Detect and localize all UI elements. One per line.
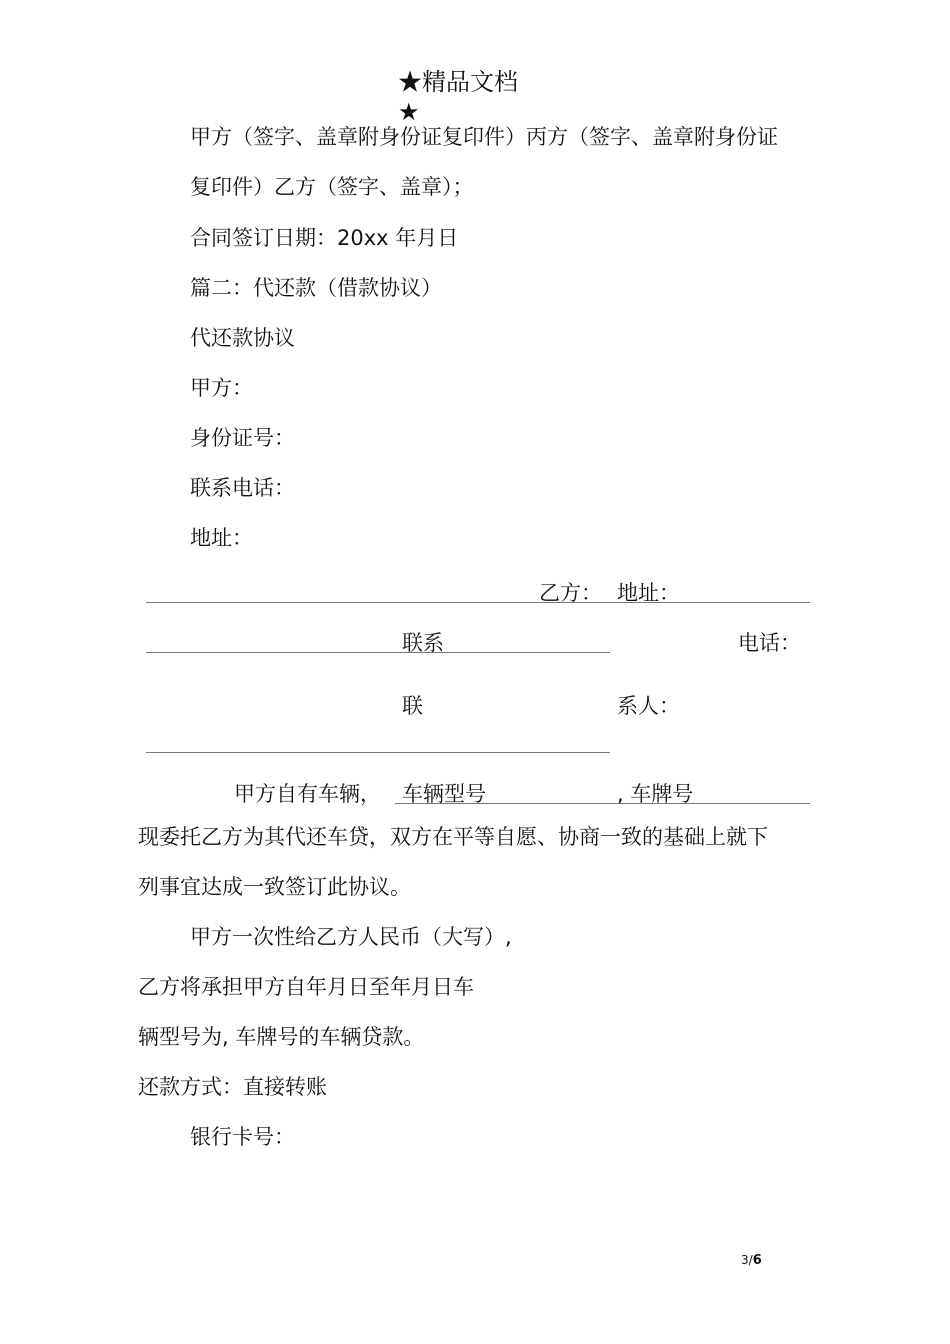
party-b-label: 乙方：	[539, 581, 602, 605]
address-label: 地址：	[190, 526, 253, 550]
section-title: 篇二：代还款（借款协议）	[190, 276, 442, 300]
underline-vehicle	[395, 803, 810, 804]
phone-label: 联系电话：	[190, 476, 295, 500]
body-line-4: 乙方将承担甲方自年月日至年月日车	[138, 975, 474, 999]
contact-person-label: 系人：	[617, 694, 680, 718]
underline-contact-person	[146, 752, 610, 753]
contact-label: 联系	[402, 631, 444, 655]
page-current: 3/	[741, 1253, 753, 1267]
repayment-method: 还款方式：直接转账	[138, 1075, 327, 1099]
plate-number-label: , 车牌号	[617, 782, 694, 806]
page-total: 6	[752, 1253, 762, 1268]
signature-line-2: 复印件）乙方（签字、盖章）；	[190, 175, 474, 199]
agreement-title: 代还款协议	[190, 326, 295, 350]
contact-person-prefix: 联	[402, 694, 423, 718]
body-line-3: 甲方一次性给乙方人民币（大写）,	[190, 925, 512, 949]
id-number-label: 身份证号：	[190, 426, 295, 450]
signature-line-1: 甲方（签字、盖章附身份证复印件）丙方（签字、盖章附身份证	[190, 125, 778, 149]
party-b-phone-label: 电话：	[738, 631, 801, 655]
body-line-1: 现委托乙方为其代还车贷，双方在平等自愿、协商一致的基础上就下	[138, 825, 768, 849]
party-a-label: 甲方：	[190, 376, 253, 400]
body-line-5: 辆型号为, 车牌号的车辆贷款。	[138, 1025, 425, 1049]
contract-date: 合同签订日期：20xx 年月日	[190, 226, 459, 250]
vehicle-model-label: 车辆型号	[402, 782, 486, 806]
body-line-2: 列事宜达成一致签订此协议。	[138, 875, 411, 899]
underline-party-b	[146, 602, 810, 603]
header-star-icon: ★	[398, 98, 420, 126]
underline-contact	[146, 652, 610, 653]
bank-card-label: 银行卡号：	[190, 1125, 295, 1149]
party-b-address-label: 地址：	[617, 581, 680, 605]
header-title: ★精品文档	[398, 68, 518, 96]
own-vehicle-text: 甲方自有车辆，	[234, 782, 381, 806]
page-number	[741, 1253, 762, 1268]
